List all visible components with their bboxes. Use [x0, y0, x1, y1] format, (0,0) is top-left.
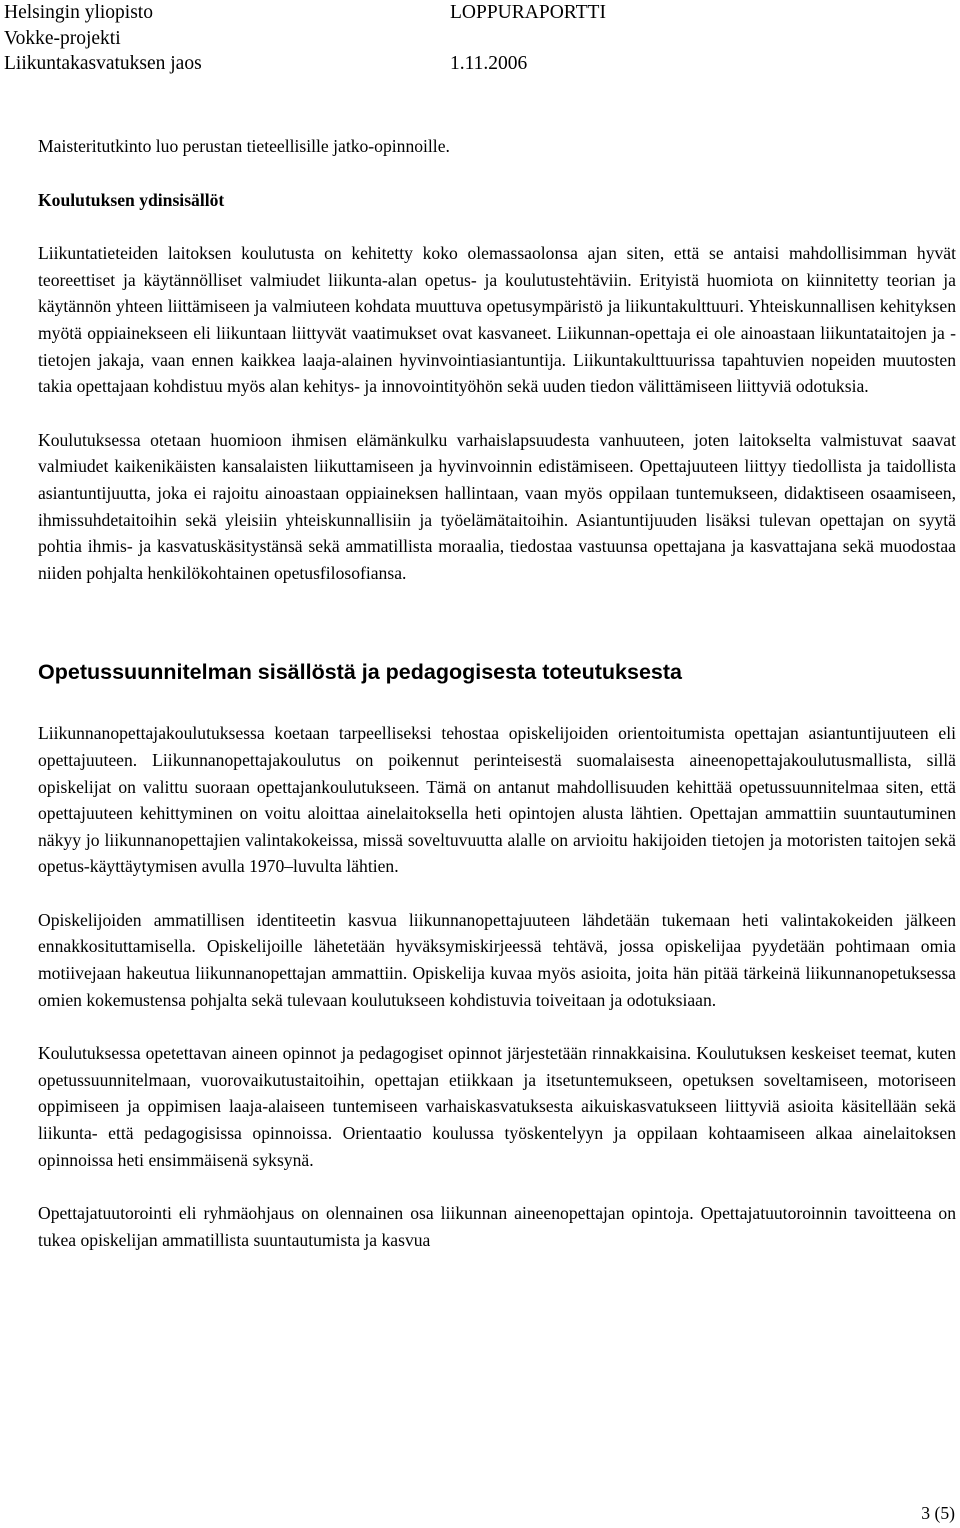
header-university: Helsingin yliopisto [4, 2, 153, 23]
paragraph-3: Liikunnanopettajakoulutuksessa koetaan tarpeelliseksi tehostaa opiskelijoiden orientoitumista opettajan asiantuntijuuteen eli opettajuuteen. Liikunnanopettajakoulutus on poikennut perinteisestä suomalaisesta aineenopettajakoulutusmallista, sillä opiskelijat on valittu suoraan opettajankoulutukseen. Tämä on antanut mahdollisuuden kehittää opetussuunnitelmaa siten, että opettajuuteen kehittyminen on voitu aloittaa ainelaitoksella heti opintojen alusta lähtien. Opettajan ammattiin suuntautuminen näkyy jo liikunnanopettajien valintakokeissa, missä soveltuvuutta alalle on arvioitu hakijoiden tietojen ja motoristen taitojen sekä opetus-käyttäytymisen avulla 1970–luvulta lähtien. [38, 723, 956, 877]
paragraph-5: Koulutuksessa opetettavan aineen opinnot ja pedagogiset opinnot järjestetään rinnakkaisina. Koulutuksen keskeiset teemat, kuten opetussuunnitelmaan, vuorovaikutustaitoihin, opettajan etiikkaan ja itsetuntemukseen, opetuksen soveltamiseen, motoriseen oppimiseen ja oppimisen laaja-alaiseen tuntemiseen varhaiskasvatuksesta aikuiskasvatukseen liittyviä asioita käsitellään sekä liikunta- että pedagogisissa opinnoissa. Orientaatio koulussa työskentelyyn ja oppilaan kohtaamiseen alkaa ainelaitoksen opinnoissa heti ensimmäisenä syksynä. [38, 1043, 956, 1170]
header-project: Vokke-projekti [4, 27, 121, 49]
paragraph-6: Opettajatuutorointi eli ryhmäohjaus on olennainen osa liikunnan aineenopettajan opintoja. Opettajatuutoroinnin tavoitteena on tukea opiskelijan ammatillista suuntautumista ja kasvua [38, 1203, 956, 1250]
header-department: Liikuntakasvatuksen jaos [4, 53, 202, 74]
section-title: Koulutuksen ydinsisällöt [38, 189, 225, 210]
header-date: 1.11.2006 [450, 53, 528, 74]
main-heading: Opetussuunnitelman sisällöstä ja pedagogisesta toteutuksesta [38, 660, 682, 685]
header-row [4, 26, 704, 52]
paragraph-1: Liikuntatieteiden laitoksen koulutusta on kehitetty koko olemassaolonsa ajan siten, että se antaisi mahdollisimman hyvät teoreettiset ja käytännölliset valmiudet liikunta-alan opetus- ja koulutustehtäviin. Erityistä huomiota on kiinnitetty teorian ja käytännön yhteen liittämiseen ja valmiuteen kohdata muuttuva opetusympäristö ja liikuntakulttuuri. Yhteiskunnallisen kehityksen myötä oppiainekseen eli liikuntaan liittyvät vaatimukset ovat kasvaneet. Liikunnan-opettaja ei ole ainoastaan liikuntataitojen ja -tietojen jakaja, vaan ennen kaikkea laaja-alainen hyvinvointiasiantuntija. Liikuntakulttuurissa tapahtuvien nopeiden muutosten takia opettajaan kohdistuu myös alan kehitys- ja innovointityöhön sekä uuden tiedon välittämiseen liittyviä odotuksia. [38, 243, 956, 397]
header-row [4, 51, 704, 77]
page-number: 3 (5) [921, 1503, 955, 1523]
document-body [38, 133, 956, 1253]
intro-line: Maisteritutkinto luo perustan tieteellisille jatko-opinnoille. [38, 136, 450, 156]
paragraph-4: Opiskelijoiden ammatillisen identiteetin kasvua liikunnanopettajuuteen lähdetään tukemaan heti valintakokeiden jälkeen ennakkosituttamisella. Opiskelijoille lähetetään hyväksymiskirjeessä tehtävä, jossa opiskelijaa pyydetään pohtimaan omia motiivejaan hakeutua liikunnanopettajan ammattiin. Opiskelija kuvaa myös asioita, joita hän pitää tärkeinä liikunnanopetuksessa omien kokemustensa pohjalta sekä tulevaan koulutukseen kohdistuvia toiveitaan ja odotuksiaan. [38, 909, 956, 1010]
header-row [4, 0, 704, 26]
paragraph-2: Koulutuksessa otetaan huomioon ihmisen elämänkulku varhaislapsuudesta vanhuuteen, joten laitokselta valmistuvat saavat valmiudet kaikenikäisten kansalaisten liikuttamiseen ja hyvinvoinnin edistämiseen. Opettajuuteen liittyy tiedollista ja taidollista asiantuntijuutta, joka ei rajoitu ainoastaan oppiaineksen hallintaan, vaan myös oppilaan tuntemukseen, didaktiseen osaamiseen, ihmissuhdetaitoihin sekä yleisiin yhteiskunnallisiin ja työelämätaitoihin. Asiantuntijuuden lisäksi tulevan opettajan on syytä pohtia ihmis- ja kasvatuskäsitystänsä sekä ammatillista moraalia, tiedostaa vastuunsa opettajana ja kasvattajana sekä muodostaa niiden pohjalta henkilökohtainen opetusfilosofiansa. [38, 429, 956, 583]
header-report-title: LOPPURAPORTTI [450, 2, 606, 23]
document-header [4, 0, 704, 77]
